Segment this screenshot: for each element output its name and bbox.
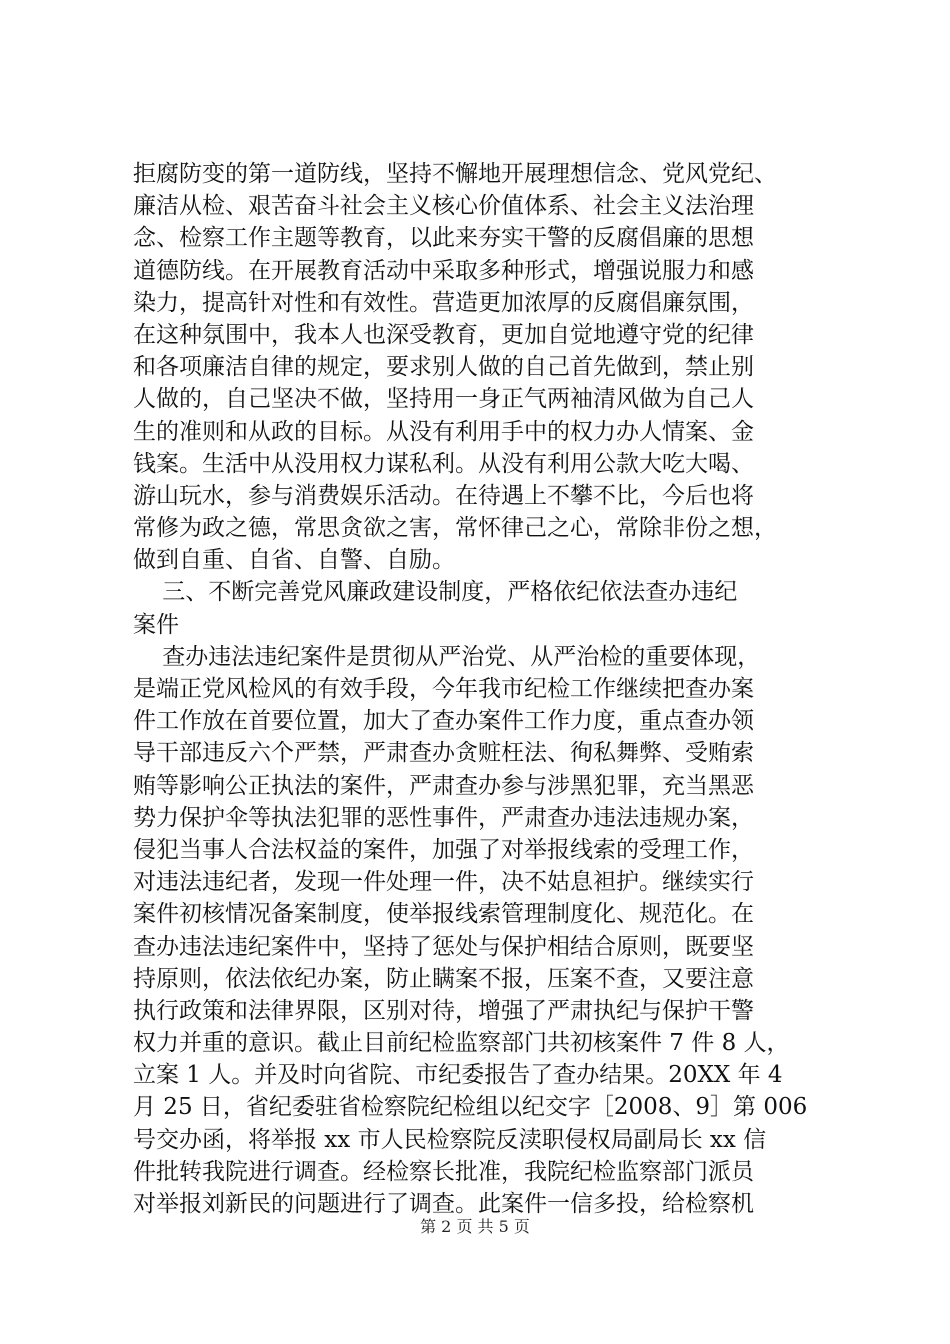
- text-line: 对举报刘新民的问题进行了调查。此案件一信多投，给检察机: [133, 1191, 754, 1217]
- text-line: 对违法违纪者，发现一件处理一件，决不姑息袒护。继续实行: [133, 869, 754, 896]
- text-line: 月 25 日，省纪委驻省检察院纪检组以纪交字［2008、9］第 006: [133, 1094, 808, 1121]
- text-line: 导干部违反六个严禁，严肃查办贪赃枉法、徇私舞弊、受贿索: [133, 740, 754, 767]
- text-line: 和各项廉洁自律的规定，要求别人做的自己首先做到，禁止别: [133, 354, 754, 381]
- text-line: 势力保护伞等执法犯罪的恶性事件，严肃查办违法违规办案，: [133, 804, 754, 831]
- text-line: 道德防线。在开展教育活动中采取多种形式，增强说服力和感: [133, 257, 754, 284]
- text-line: 贿等影响公正执法的案件，严肃查办参与涉黑犯罪，充当黑恶: [133, 772, 754, 799]
- text-line: 件批转我院进行调查。经检察长批准，我院纪检监察部门派员: [133, 1158, 754, 1185]
- text-line: 持原则，依法依纪办案，防止瞒案不报，压案不查，又要注意: [133, 965, 754, 992]
- text-line: 立案 1 人。并及时向省院、市纪委报告了查办结果。20XX 年 4: [133, 1062, 783, 1089]
- text-line: 生的准则和从政的目标。从没有利用手中的权力办人情案、金: [133, 418, 754, 445]
- text-line: 常修为政之德，常思贪欲之害，常怀律己之心，常除非份之想，: [133, 515, 777, 542]
- text-line: 执行政策和法律界限，区别对待，增强了严肃执纪与保护干警: [133, 997, 754, 1024]
- text-line: 案件初核情况备案制度，使举报线索管理制度化、规范化。在: [133, 901, 754, 928]
- text-line: 件工作放在首要位置，加大了查办案件工作力度，重点查办领: [133, 708, 754, 735]
- text-line: 钱案。生活中从没用权力谋私利。从没有利用公款大吃大喝、: [133, 450, 754, 477]
- text-line: 游山玩水，参与消费娱乐活动。在待遇上不攀不比，今后也将: [133, 482, 754, 509]
- page-footer: 第 2 页 共 5 页: [420, 1217, 530, 1236]
- text-line: 权力并重的意识。截止目前纪检监察部门共初核案件 7 件 8 人，: [133, 1030, 790, 1057]
- text-line: 做到自重、自省、自警、自励。: [133, 547, 455, 574]
- text-line: 拒腐防变的第一道防线，坚持不懈地开展理想信念、党风党纪、: [133, 161, 777, 187]
- text-line: 案件: [133, 611, 179, 638]
- text-line: 廉洁从检、艰苦奋斗社会主义核心价值体系、社会主义法治理: [133, 193, 754, 220]
- text-line: 在这种氛围中，我本人也深受教育，更加自觉地遵守党的纪律: [133, 321, 754, 348]
- text-line: 是端正党风检风的有效手段，今年我市纪检工作继续把查办案: [133, 676, 754, 702]
- text-line: 人做的，自己坚决不做，坚持用一身正气两袖清风做为自己人: [133, 386, 754, 413]
- text-line: 念、检察工作主题等教育，以此来夯实干警的反腐倡廉的思想: [133, 225, 754, 252]
- text-line: 染力，提高针对性和有效性。营造更加浓厚的反腐倡廉氛围，: [133, 289, 754, 316]
- text-line: 查办违法违纪案件中，坚持了惩处与保护相结合原则，既要坚: [133, 933, 754, 960]
- text-line: 号交办函，将举报 xx 市人民检察院反渎职侵权局副局长 xx 信: [133, 1126, 767, 1153]
- text-line: 三、不断完善党风廉政建设制度，严格依纪依法查办违纪: [133, 579, 738, 606]
- text-line: 查办违法违纪案件是贯彻从严治党、从严治检的重要体现，: [133, 643, 761, 670]
- body-text: [133, 158, 833, 1220]
- text-line: 侵犯当事人合法权益的案件，加强了对举报线索的受理工作，: [133, 836, 754, 863]
